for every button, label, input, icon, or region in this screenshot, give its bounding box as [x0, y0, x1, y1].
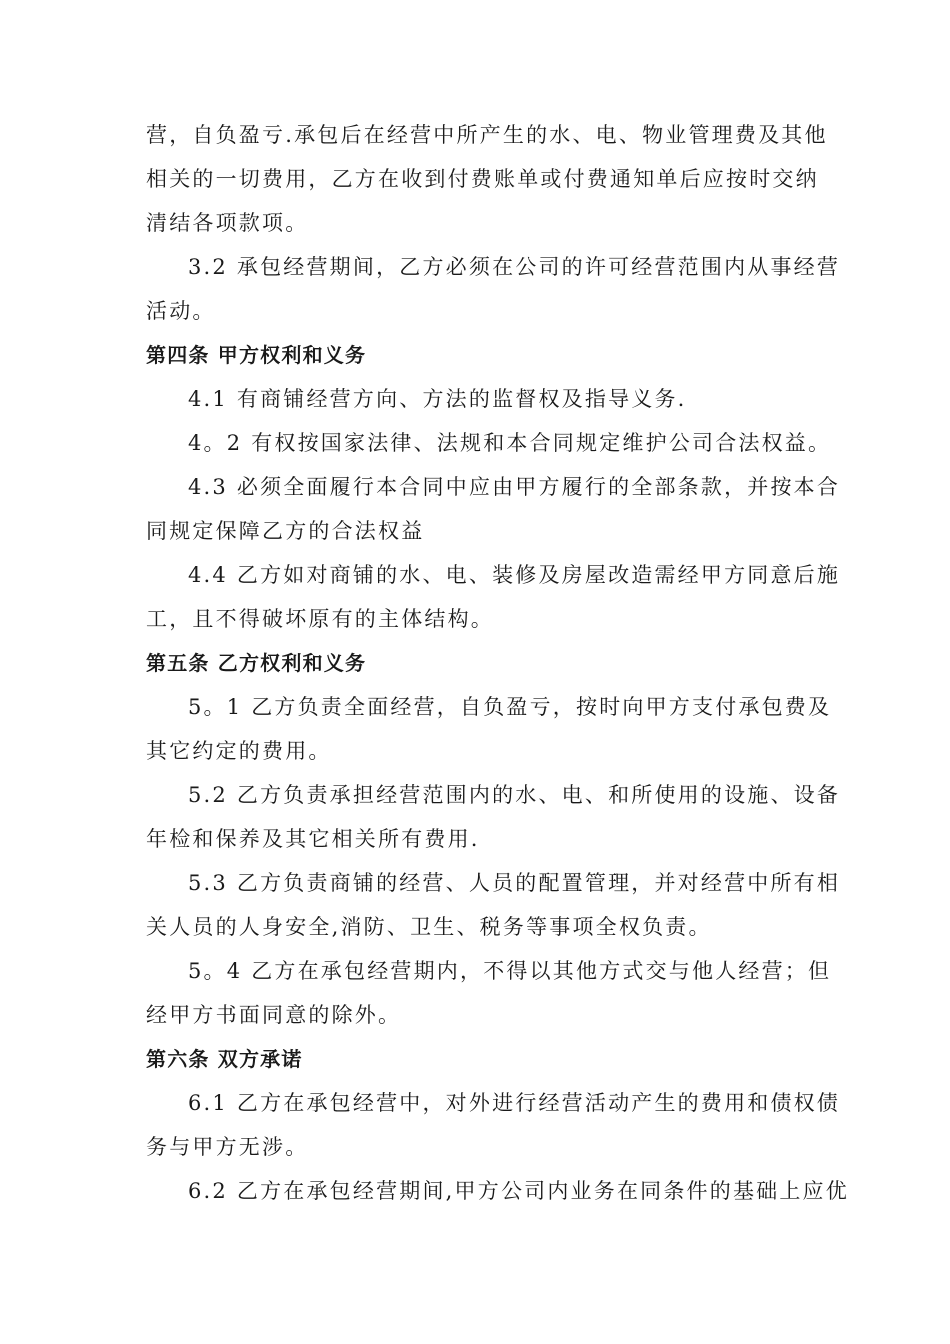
text-line: 4.4 乙方如对商铺的水、电、装修及房屋改造需经甲方同意后施: [188, 563, 841, 587]
section-heading: 第六条 双方承诺: [146, 1047, 303, 1071]
document-page: [146, 121, 849, 1221]
text-line: 清结各项款项。: [146, 211, 309, 235]
text-line: 营，自负盈亏.承包后在经营中所产生的水、电、物业管理费及其他: [146, 123, 828, 147]
text-line: 相关的一切费用，乙方在收到付费账单或付费通知单后应按时交纳: [146, 167, 819, 191]
text-line: 工，且不得破坏原有的主体结构。: [146, 607, 494, 631]
text-line: 同规定保障乙方的合法权益: [146, 519, 425, 543]
text-line: 3.2 承包经营期间，乙方必须在公司的许可经营范围内从事经营: [188, 255, 841, 279]
text-line: 务与甲方无涉。: [146, 1135, 309, 1159]
section-heading: 第四条 甲方权利和义务: [146, 343, 367, 367]
text-line: 6.1 乙方在承包经营中，对外进行经营活动产生的费用和债权债: [188, 1091, 841, 1115]
text-line: 4。2 有权按国家法律、法规和本合同规定维护公司合法权益。: [188, 431, 832, 455]
text-line: 关人员的人身安全,消防、卫生、税务等事项全权负责。: [146, 915, 712, 939]
text-line: 5.3 乙方负责商铺的经营、人员的配置管理，并对经营中所有相: [188, 871, 841, 895]
text-line: 5。1 乙方负责全面经营，自负盈亏，按时向甲方支付承包费及: [188, 695, 832, 719]
text-line: 4.3 必须全面履行本合同中应由甲方履行的全部条款，并按本合: [188, 475, 841, 499]
section-heading: 第五条 乙方权利和义务: [146, 651, 367, 675]
text-line: 其它约定的费用。: [146, 739, 332, 763]
text-line: 6.2 乙方在承包经营期间,甲方公司内业务在同条件的基础上应优: [188, 1179, 849, 1203]
text-line: 经甲方书面同意的除外。: [146, 1003, 402, 1027]
text-line: 5。4 乙方在承包经营期内，不得以其他方式交与他人经营；但: [188, 959, 832, 983]
text-line: 年检和保养及其它相关所有费用.: [146, 827, 480, 851]
text-line: 5.2 乙方负责承担经营范围内的水、电、和所使用的设施、设备: [188, 783, 841, 807]
text-line: 活动。: [146, 299, 216, 323]
text-line: 4.1 有商铺经营方向、方法的监督权及指导义务.: [188, 387, 687, 411]
